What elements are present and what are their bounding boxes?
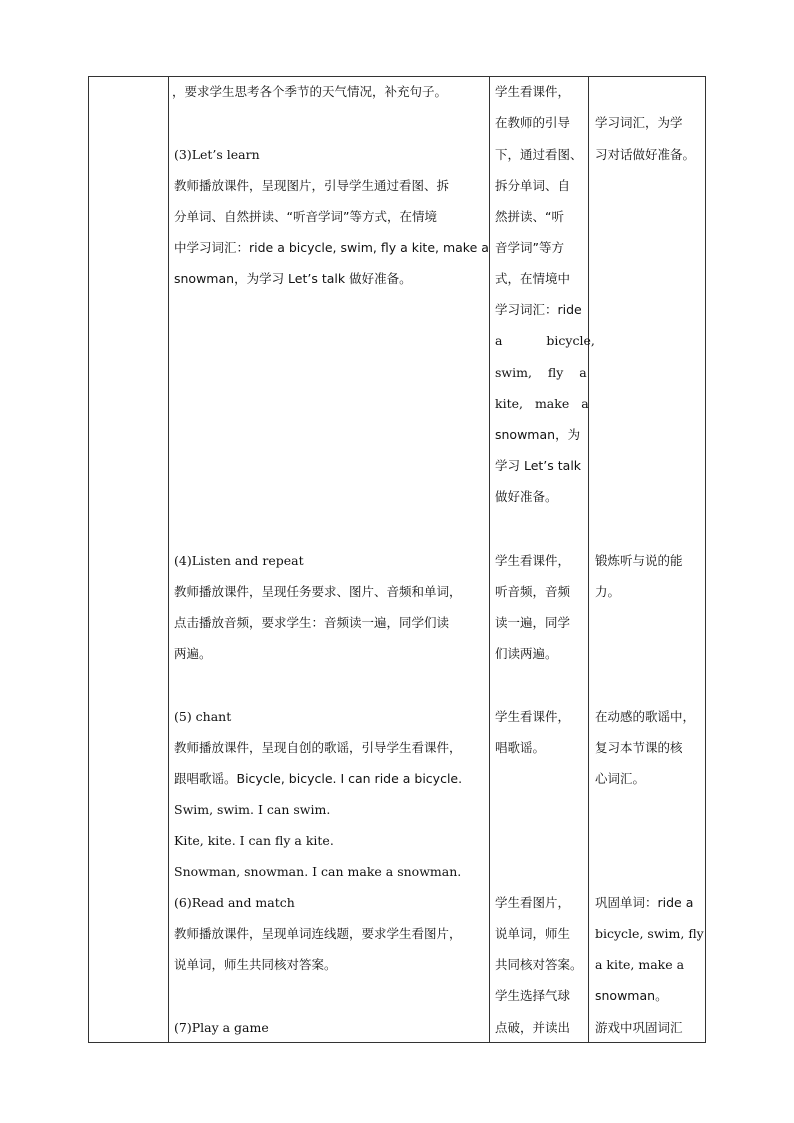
design-intent-line: 巩固单词：ride a: [595, 895, 694, 910]
design-intent-line: 在动感的歌谣中，: [595, 709, 696, 724]
design-intent-line: 游戏中巩固词汇: [595, 1020, 683, 1035]
teacher-activity-line: 分单词、自然拼读、“听音学词”等方式，在情境: [174, 209, 437, 224]
section-heading-lets-learn: (3)Let’s learn: [174, 147, 260, 162]
section-heading-listen-repeat: (4)Listen and repeat: [174, 553, 304, 568]
student-activity-line: 学生看图片，: [495, 895, 571, 910]
student-activity-line: 学生看课件，: [495, 709, 571, 724]
student-activity-line: 读一遍，同学: [495, 615, 571, 630]
teacher-activity-line: 点击播放音频，要求学生：音频读一遍，同学们读: [174, 615, 450, 630]
design-intent-line: snowman。: [595, 988, 668, 1003]
student-activity-line: 听音频，音频: [495, 584, 571, 599]
student-activity-line: 学生看课件，: [495, 84, 571, 99]
chant-line: Kite, kite. I can fly a kite.: [174, 833, 334, 848]
teacher-activity-line: 中学习词汇：ride a bicycle, swim, fly a kite, make a: [174, 240, 489, 255]
student-activity-line: 说单词，师生: [495, 926, 571, 941]
student-activity-line: a bicycle,: [495, 333, 595, 348]
teacher-activity-line: 教师播放课件，呈现任务要求、图片、音频和单词，: [174, 584, 462, 599]
teacher-activity-line: 说单词，师生共同核对答案。: [174, 957, 337, 972]
student-activity-line: 们读两遍。: [495, 646, 558, 661]
student-activity-line: 做好准备。: [495, 489, 558, 504]
teacher-activity-line: 教师播放课件，呈现图片，引导学生通过看图、拆: [174, 178, 450, 193]
column-divider: [168, 77, 169, 1042]
teacher-activity-line: 教师播放课件，呈现单词连线题，要求学生看图片，: [174, 926, 462, 941]
student-activity-line: 共同核对答案。: [495, 957, 583, 972]
student-activity-line: 唱歌谣。: [495, 740, 546, 755]
student-activity-line: 学生选择气球: [495, 988, 571, 1003]
column-divider: [489, 77, 490, 1042]
student-activity-line: 式，在情境中: [495, 271, 571, 286]
teacher-activity-line: 教师播放课件，呈现自创的歌谣，引导学生看课件，: [174, 740, 462, 755]
student-activity-line: 学习 Let’s talk: [495, 458, 582, 473]
chant-line: Swim, swim. I can swim.: [174, 802, 331, 817]
design-intent-line: 学习词汇，为学: [595, 115, 683, 130]
design-intent-line: 复习本节课的核: [595, 740, 683, 755]
student-activity-line: 学生看课件，: [495, 553, 571, 568]
student-activity-line: kite, make a: [495, 396, 589, 411]
design-intent-line: 锻炼听与说的能: [595, 553, 683, 568]
design-intent-line: 心词汇。: [595, 771, 646, 786]
teacher-activity-line: snowman，为学习 Let’s talk 做好准备。: [174, 271, 412, 286]
student-activity-line: 在教师的引导: [495, 115, 571, 130]
section-heading-chant: (5) chant: [174, 709, 232, 724]
teacher-activity-line: ，要求学生思考各个季节的天气情况，补充句子。: [172, 84, 448, 99]
student-activity-line: 音学词”等方: [495, 240, 564, 255]
section-heading-play-game: (7)Play a game: [174, 1020, 269, 1035]
student-activity-line: snowman，为: [495, 427, 581, 442]
design-intent-line: 习对话做好准备。: [595, 147, 696, 162]
student-activity-line: 学习词汇：ride: [495, 302, 582, 317]
column-divider: [588, 77, 589, 1042]
chant-line: 跟唱歌谣。Bicycle, bicycle. I can ride a bicycle.: [174, 771, 463, 786]
student-activity-line: 拆分单词、自: [495, 178, 571, 193]
design-intent-line: a kite, make a: [595, 957, 685, 972]
section-heading-read-match: (6)Read and match: [174, 895, 295, 910]
design-intent-line: bicycle, swim, fly: [595, 926, 704, 941]
student-activity-line: swim, fly a: [495, 365, 587, 380]
student-activity-line: 然拼读、“听: [495, 209, 564, 224]
design-intent-line: 力。: [595, 584, 621, 599]
chant-line: Snowman, snowman. I can make a snowman.: [174, 864, 462, 879]
teacher-activity-line: 两遍。: [174, 646, 212, 661]
student-activity-line: 下，通过看图、: [495, 147, 583, 162]
student-activity-line: 点破，并读出: [495, 1020, 571, 1035]
